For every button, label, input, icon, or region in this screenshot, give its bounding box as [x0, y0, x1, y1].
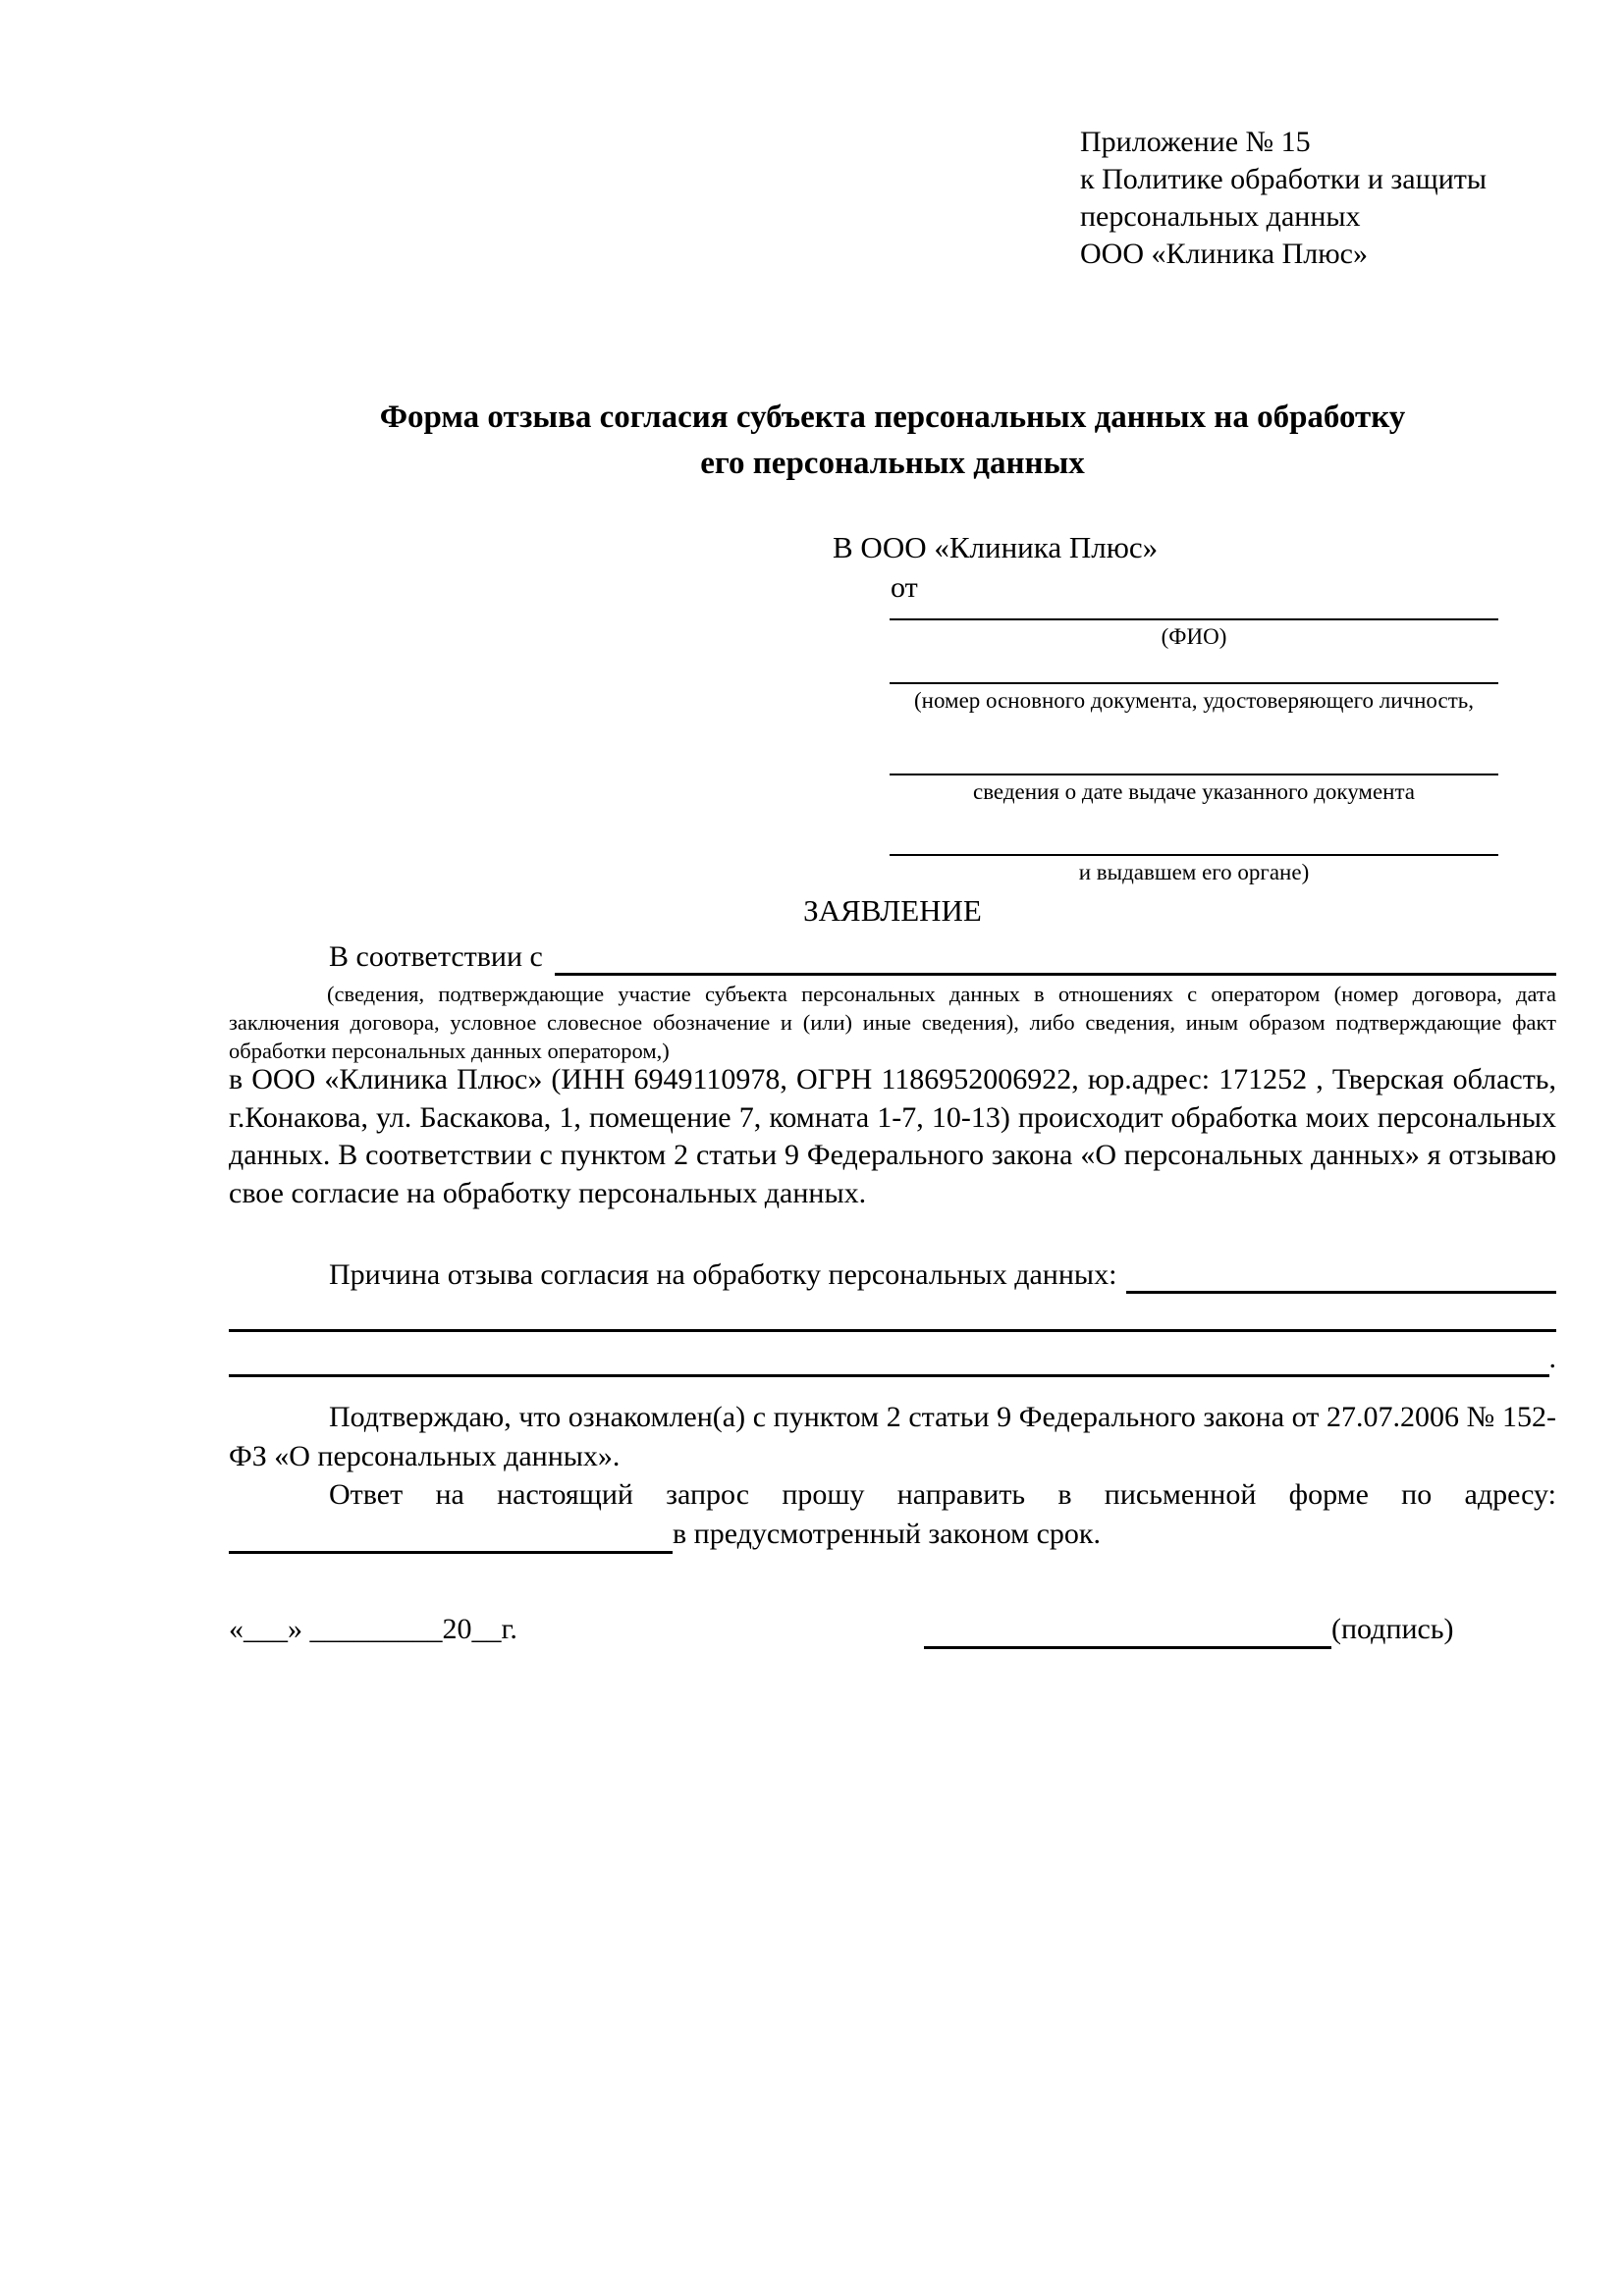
- date-line: «___» _________20__г.: [229, 1613, 517, 1645]
- confirmation-paragraph: Подтверждаю, что ознакомлен(а) с пунктом 2 статьи 9 Федерального закона от 27.07.2006 № 152-ФЗ «О персональных данных».: [229, 1401, 1556, 1472]
- reply-request-line: Ответ на настоящий запрос прошу направить в письменной форме по адресу:: [329, 1478, 1556, 1511]
- basis-footnote: (сведения, подтверждающие участие субъекта персональных данных в отношениях с оператором (номер договора, дата заключения договора, условное словесное обозначение и (или) иные сведения), либо сведения, иным образом подтверждающие факт обработки персональных данных оператором,): [229, 982, 1556, 1063]
- addressee-from-label: от: [891, 571, 918, 604]
- reason-blank-row: [229, 1294, 1556, 1332]
- basis-blank-line: [555, 941, 1556, 976]
- document-title-line: его персональных данных: [700, 446, 1085, 481]
- issuing-authority-blank-field: [890, 854, 1498, 887]
- basis-prefix: В соответствии с: [329, 940, 543, 973]
- document-number-caption: (номер основного документа, удостоверяющего личность,: [913, 688, 1474, 713]
- addressee-org: В ООО «Клиника Плюс»: [833, 530, 1159, 564]
- reason-label: Причина отзыва согласия на обработку персональных данных:: [329, 1258, 1117, 1291]
- line-terminator: .: [1548, 1342, 1556, 1374]
- fio-caption: (ФИО): [1161, 624, 1227, 649]
- reason-blank-line: [1126, 1259, 1556, 1294]
- reason-blank-line-2: [229, 1294, 1556, 1332]
- reason-blank-row: [229, 1339, 1556, 1377]
- statement-heading: ЗАЯВЛЕНИЕ: [803, 893, 982, 928]
- reply-address-line: [229, 1515, 1556, 1554]
- reason-line: [229, 1256, 1556, 1294]
- document-title: [229, 395, 1556, 487]
- reason-blank-line-3: [229, 1339, 1549, 1377]
- appendix-line: к Политике обработки и защиты: [1080, 163, 1488, 195]
- issue-date-blank-field: [890, 774, 1498, 807]
- issuing-authority-caption: и выдавшем его органе): [1078, 860, 1310, 884]
- signature-caption: (подпись): [1331, 1613, 1454, 1645]
- appendix-line: ООО «Клиника Плюс»: [1080, 238, 1368, 270]
- fio-blank-field: [890, 618, 1498, 652]
- document-title-line: Форма отзыва согласия субъекта персональных данных на обработку: [379, 400, 1406, 435]
- appendix-note: [1080, 124, 1487, 273]
- address-blank-line: [229, 1518, 673, 1554]
- statement-body: в ООО «Клиника Плюс» (ИНН 6949110978, ОГРН 1186952006922, юр.адрес: 171252 , Тверская область, г.Конакова, ул. Баскакова, 1, помещение 7, комната 1-7, 10-13) происходит обработка моих персональных данных. В соответствии с пунктом 2 статьи 9 Федерального закона «О персональных данных» я отзываю свое согласие на обработку персональных данных.: [229, 1063, 1556, 1209]
- reply-suffix: в предусмотренный законом срок.: [673, 1518, 1101, 1550]
- signature-block: [924, 1610, 1454, 1649]
- document-number-blank-field: [890, 682, 1498, 716]
- appendix-line: персональных данных: [1080, 200, 1361, 233]
- basis-line: [229, 938, 1556, 976]
- signature-blank-line: [924, 1613, 1331, 1649]
- issue-date-caption: сведения о дате выдаче указанного документа: [972, 779, 1416, 804]
- appendix-line: Приложение № 15: [1080, 126, 1311, 158]
